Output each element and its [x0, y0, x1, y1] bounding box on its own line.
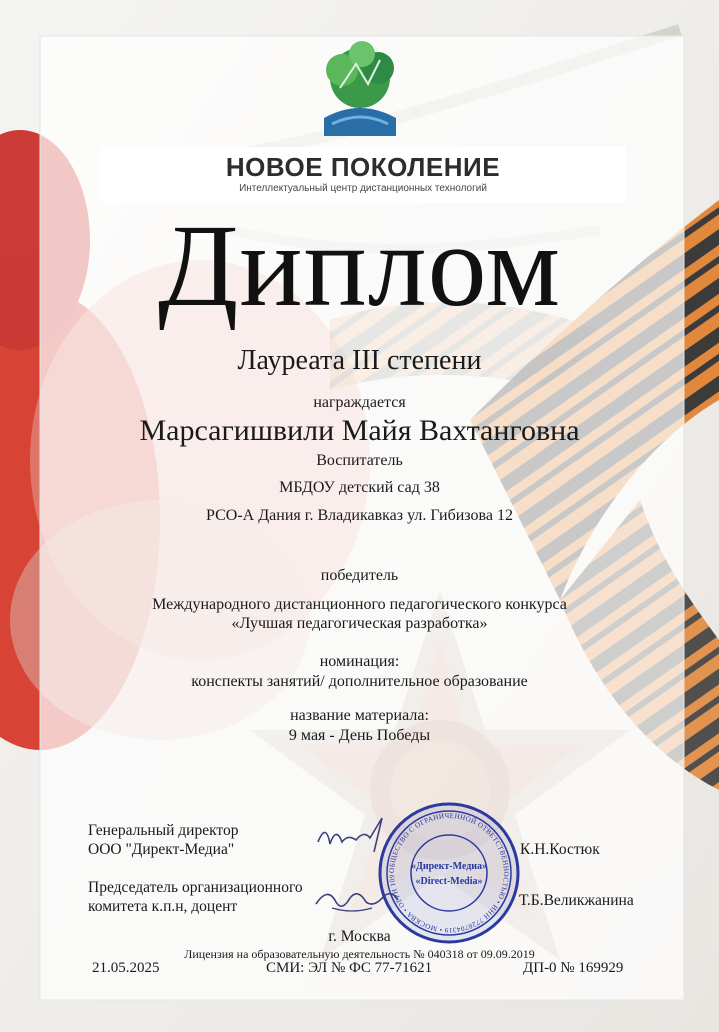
winner-label: победитель — [320, 567, 399, 584]
nomination-label: номинация: — [319, 653, 400, 670]
chair-name: Т.Б.Великжанина — [519, 892, 634, 909]
round-stamp-icon — [376, 800, 522, 946]
stamp-ring-text: ОБЩЕСТВО С ОГРАНИЧЕННОЙ ОТВЕТСТВЕННОСТЬЮ • ИНН 7728704319 • МОСКВА • ОГРН 109 — [387, 811, 511, 935]
footer-number: ДП-0 № 169929 — [523, 960, 624, 976]
chair-title-line-1: Председатель организационного — [88, 879, 303, 896]
footer-date: 21.05.2025 — [92, 960, 160, 976]
stamp-center-line-1: «Директ-Медиа» — [410, 861, 488, 872]
tree-logo-icon — [312, 40, 408, 140]
recipient-address: РСО-А Дания г. Владикавказ ул. Гибизова 12 — [206, 507, 513, 524]
footer-license: Лицензия на образовательную деятельность № 040318 от 09.09.2019 — [184, 947, 535, 961]
footer-smi: СМИ: ЭЛ № ФС 77-71621 — [266, 960, 433, 976]
material-value: 9 мая - День Победы — [288, 727, 431, 744]
diploma-degree: Лауреата III степени — [237, 345, 482, 376]
footer-city: г. Москва — [328, 928, 391, 945]
diploma-title: Диплом — [157, 200, 562, 331]
director-title-line-2: ООО "Директ-Медиа" — [88, 841, 235, 858]
contest-line-1: Международного дистанционного педагогического конкурса — [152, 596, 567, 613]
recipient-position: Воспитатель — [316, 452, 403, 469]
nomination-value: конспекты занятий/ дополнительное образование — [191, 673, 528, 690]
director-title-line-1: Генеральный директор — [88, 822, 239, 839]
awarded-label: награждается — [313, 394, 406, 411]
brand-subtitle: Интеллектуальный центр дистанционных технологий — [239, 183, 487, 194]
material-label: название материала: — [290, 707, 429, 724]
director-name: К.Н.Костюк — [520, 841, 600, 858]
chair-title — [88, 878, 303, 916]
chair-title-line-2: комитета к.п.н, доцент — [88, 898, 238, 915]
recipient-organization: МБДОУ детский сад 38 — [279, 479, 440, 496]
contest-line-2: «Лучшая педагогическая разработка» — [231, 615, 488, 632]
director-title — [88, 821, 239, 859]
stamp-center-line-2: «Direct-Media» — [415, 876, 483, 887]
brand-name: НОВОЕ ПОКОЛЕНИЕ — [225, 152, 501, 182]
recipient-name: Марсагишвили Майя Вахтанговна — [139, 414, 580, 447]
